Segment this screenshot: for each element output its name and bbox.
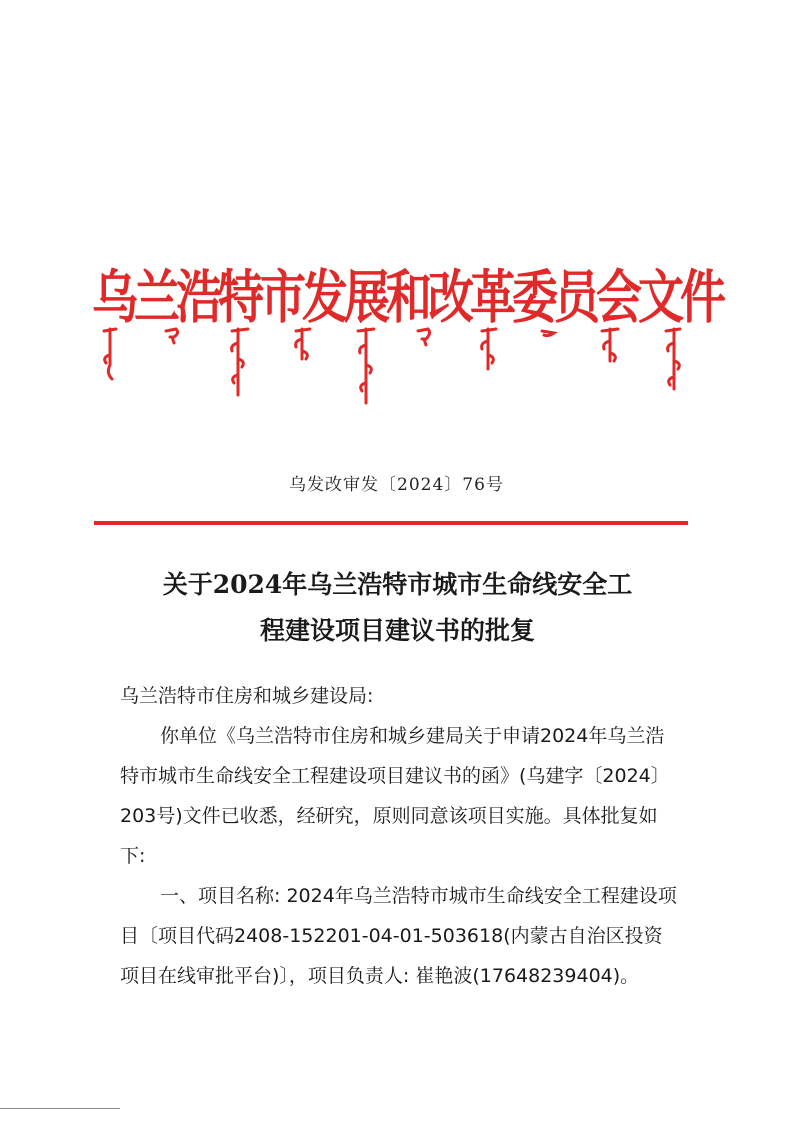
mongolian-glyph-9 — [602, 329, 618, 361]
mongolian-glyph-4 — [296, 329, 310, 359]
document-number: 乌发改审发〔2024〕76号 — [289, 475, 504, 495]
mongolian-glyph-1 — [104, 329, 116, 379]
red-divider-line — [94, 521, 688, 525]
mongolian-glyph-3 — [232, 329, 248, 395]
document-body — [120, 676, 680, 996]
mongolian-glyph-5 — [358, 329, 374, 403]
mongolian-glyph-6 — [418, 329, 430, 345]
footer-line — [0, 1108, 120, 1109]
paragraph-2: 一、项目名称: 2024年乌兰浩特市城市生命线安全工程建设项目〔项目代码2408-152201-04-01-503618(内蒙古自治区投资项目在线审批平台)〕，项目负责人: 崔艳波(17648239404)。 — [120, 885, 677, 987]
mongolian-glyph-2 — [166, 329, 178, 343]
mongolian-glyph-8 — [542, 331, 554, 336]
title-line-1: 关于2024年乌兰浩特市城市生命线安全工 — [162, 570, 633, 599]
mongolian-script-title — [96, 325, 696, 405]
issuer-title: 乌兰浩特市发展和改革委员会文件 — [92, 263, 722, 331]
mongolian-glyph-10 — [666, 329, 680, 389]
title-line-2: 程建设项目建议书的批复 — [259, 616, 535, 645]
mongolian-glyph-7 — [482, 329, 496, 369]
document-title — [110, 562, 685, 654]
paragraph-1: 你单位《乌兰浩特市住房和城乡建局关于申请2024年乌兰浩特市城市生命线安全工程建设项目建议书的函》(乌建字〔2024〕203号)文件已收悉，经研究，原则同意该项目实施。具体批复如下: — [120, 725, 670, 867]
addressee: 乌兰浩特市住房和城乡建设局: — [120, 685, 374, 707]
